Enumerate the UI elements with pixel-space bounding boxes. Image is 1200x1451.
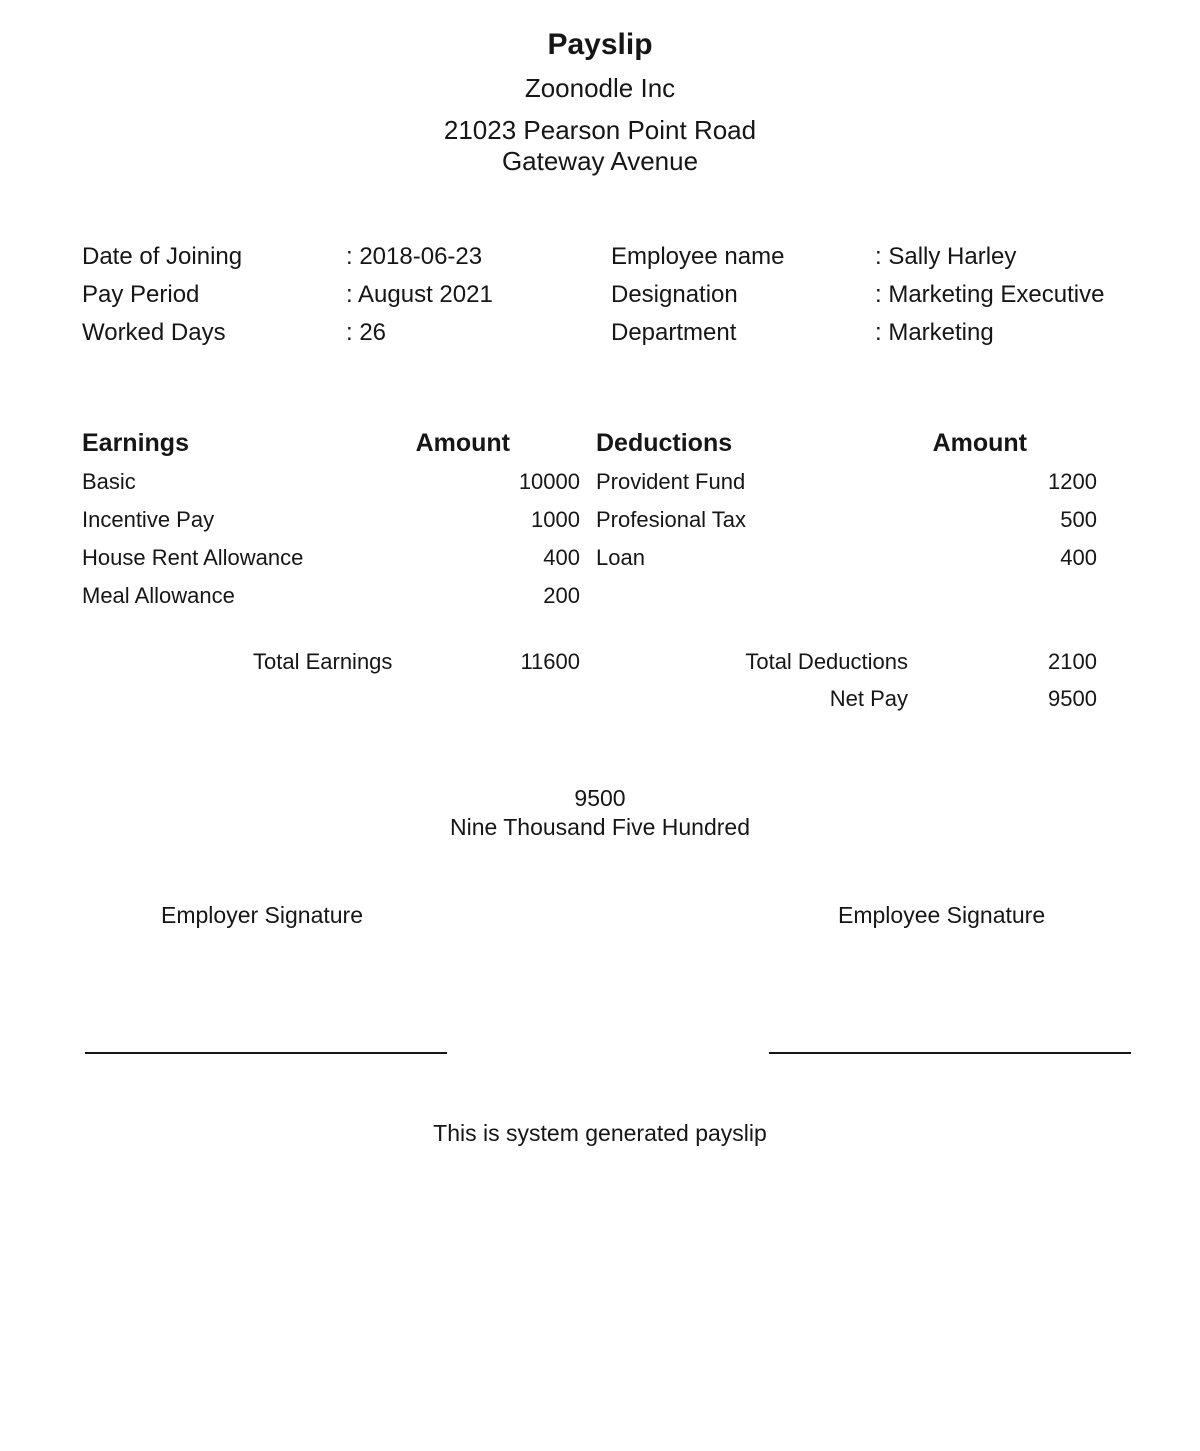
total-earnings-label: Total Earnings xyxy=(253,649,393,674)
net-pay-amount: 9500 xyxy=(1048,686,1097,711)
company-address xyxy=(0,115,1200,177)
deduction-label: Profesional Tax xyxy=(596,507,747,532)
company-name: Zoonodle Inc xyxy=(524,73,676,103)
employee-signature-label: Employee Signature xyxy=(838,902,1046,928)
employee-info-left xyxy=(82,238,611,352)
info-row-date-of-joining xyxy=(82,238,611,276)
total-deductions-amount: 2100 xyxy=(1048,649,1097,674)
earning-label: Basic xyxy=(82,469,136,494)
earning-label: Meal Allowance xyxy=(82,583,235,608)
address-line-2: Gateway Avenue xyxy=(501,146,699,176)
earning-amount: 10000 xyxy=(518,469,580,494)
deduction-amount: 1200 xyxy=(1048,469,1097,494)
employee-signature-line xyxy=(769,1052,1131,1054)
pay-period-value: : August 2021 xyxy=(346,281,493,308)
net-pay-summary xyxy=(0,784,1200,842)
earning-amount: 400 xyxy=(543,545,580,570)
info-row-pay-period xyxy=(82,276,611,314)
earning-amount: 200 xyxy=(543,583,580,608)
total-earnings-amount: 11600 xyxy=(520,649,580,674)
employee-name-value: : Sally Harley xyxy=(875,243,1017,270)
designation-value: : Marketing Executive xyxy=(875,281,1105,308)
date-of-joining-label: Date of Joining xyxy=(82,243,243,270)
department-value: : Marketing xyxy=(875,319,994,346)
employee-info-right xyxy=(611,238,1118,352)
earning-amount: 1000 xyxy=(531,507,580,532)
table-row xyxy=(82,463,1097,501)
employer-signature-label: Employer Signature xyxy=(161,902,363,928)
net-pay-in-words: Nine Thousand Five Hundred xyxy=(449,814,751,840)
net-pay-row xyxy=(82,681,1097,716)
earning-label: Incentive Pay xyxy=(82,507,215,532)
earnings-deductions-table xyxy=(82,423,1097,615)
table-row xyxy=(82,577,1097,615)
info-row-employee-name xyxy=(611,238,1118,276)
deduction-label: Loan xyxy=(596,545,645,570)
pay-period-label: Pay Period xyxy=(82,281,200,308)
footer-note: This is system generated payslip xyxy=(433,1120,767,1146)
totals-row xyxy=(82,643,1097,681)
earnings-amount-header: Amount xyxy=(415,429,510,457)
worked-days-label: Worked Days xyxy=(82,319,226,346)
net-pay-figure: 9500 xyxy=(574,785,626,811)
net-pay-label: Net Pay xyxy=(829,686,908,711)
table-header-row xyxy=(82,423,1097,463)
deduction-amount: 400 xyxy=(1060,545,1097,570)
totals-section xyxy=(82,643,1097,716)
deductions-header: Deductions xyxy=(596,429,733,457)
info-row-designation xyxy=(611,276,1118,314)
table-row xyxy=(82,501,1097,539)
designation-label: Designation xyxy=(611,281,738,308)
date-of-joining-value: : 2018-06-23 xyxy=(346,243,483,270)
worked-days-value: : 26 xyxy=(346,319,387,346)
column-gap xyxy=(580,423,596,463)
total-deductions-label: Total Deductions xyxy=(745,649,908,674)
employee-info-section xyxy=(82,238,1118,352)
deductions-amount-header: Amount xyxy=(932,429,1027,457)
info-row-department xyxy=(611,314,1118,352)
info-row-worked-days xyxy=(82,314,611,352)
earning-label: House Rent Allowance xyxy=(82,545,304,570)
page-title: Payslip xyxy=(547,28,653,61)
address-line-1: 21023 Pearson Point Road xyxy=(443,115,757,145)
earnings-header: Earnings xyxy=(82,429,189,457)
employee-name-label: Employee name xyxy=(611,243,785,270)
table-row xyxy=(82,539,1097,577)
deduction-amount: 500 xyxy=(1060,507,1097,532)
payslip-header xyxy=(0,26,1200,177)
deduction-label: Provident Fund xyxy=(596,469,746,494)
department-label: Department xyxy=(611,319,737,346)
employer-signature-line xyxy=(85,1052,447,1054)
